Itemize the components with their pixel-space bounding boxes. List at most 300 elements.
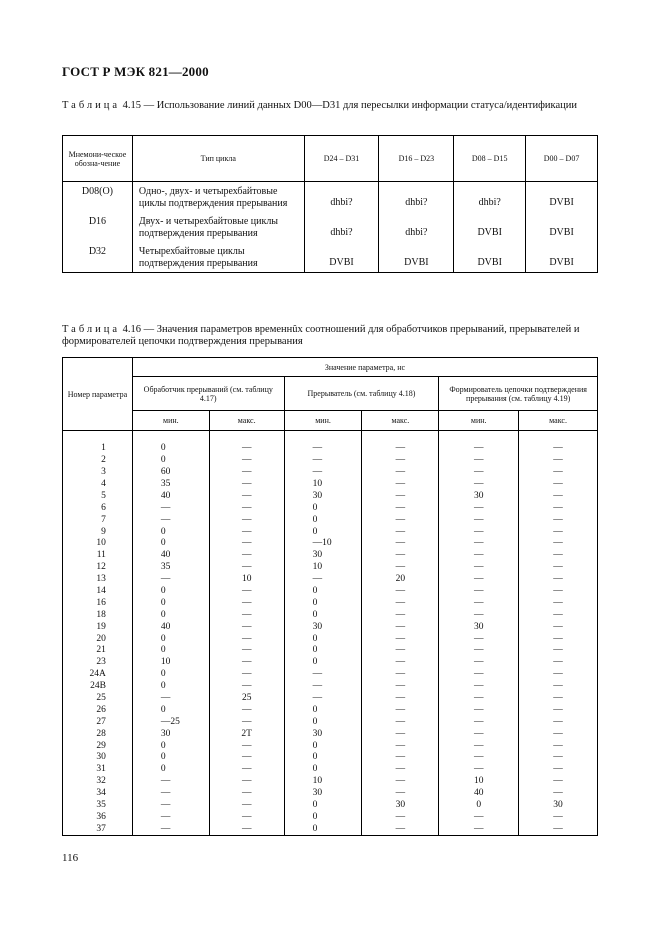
param-value-cell: 10 [209,574,284,586]
param-value-cell: 35 [132,562,209,574]
param-value-cell: — [132,514,209,526]
param-value-cell: — [439,586,519,598]
param-value-cell: — [209,812,284,824]
table-4-16-caption [62,324,600,348]
param-value-cell: — [439,526,519,538]
param-value-cell: 0 [132,455,209,467]
param-value-cell: — [362,693,439,705]
param-value-cell: — [519,693,598,705]
table-row [63,455,598,467]
param-value-cell: — [209,740,284,752]
param-value-cell: 30 [284,788,362,800]
value-cell: DVBI [379,242,454,273]
param-value-cell: 0 [132,764,209,776]
document-header: ГОСТ Р МЭК 821—2000 [62,64,209,79]
param-value-cell: — [209,788,284,800]
param-value-cell: — [209,764,284,776]
table-row [63,704,598,716]
param-number-cell: 14 [63,586,133,598]
group-header-interrupter: Прерыватель (см. таблицу 4.18) [284,377,439,411]
param-value-cell: 40 [439,788,519,800]
param-value-cell: — [362,562,439,574]
param-value-cell: — [284,467,362,479]
param-number-cell: 19 [63,621,133,633]
cycle-type-cell: Одно-, двух- и четырехбайтовые циклы подтверждения прерывания [132,182,304,213]
param-value-cell: — [439,740,519,752]
table-row [63,212,598,242]
param-value-cell: — [439,657,519,669]
param-value-cell: — [519,716,598,728]
param-value-cell: — [519,776,598,788]
param-value-cell: 0 [284,800,362,812]
param-value-cell: 0 [132,586,209,598]
param-number-cell: 34 [63,788,133,800]
param-number-cell: 1 [63,443,133,455]
param-value-cell: — [362,467,439,479]
param-value-cell: — [362,514,439,526]
table-4-15 [62,135,598,273]
param-value-cell: — [439,562,519,574]
param-value-cell: — [362,669,439,681]
param-value-cell: — [439,479,519,491]
param-number-cell: 30 [63,752,133,764]
param-value-cell: — [362,550,439,562]
param-number-cell: 7 [63,514,133,526]
param-value-cell: — [209,716,284,728]
table-row [63,788,598,800]
param-value-cell: 0 [132,645,209,657]
param-value-cell: 30 [439,490,519,502]
param-value-cell: —10 [284,538,362,550]
param-value-cell: — [209,502,284,514]
param-value-cell: — [439,728,519,740]
table-row [63,490,598,502]
col-header: D24 – D31 [304,136,379,182]
param-value-cell: —25 [132,716,209,728]
param-value-cell: — [209,621,284,633]
param-value-cell: — [209,657,284,669]
param-number-cell: 25 [63,693,133,705]
caption-label: Таблица [62,100,121,111]
param-value-cell: — [209,526,284,538]
param-value-cell: — [519,550,598,562]
min-header: мин. [439,411,519,431]
param-value-cell: — [209,490,284,502]
param-number-header: Номер параметра [63,358,133,431]
param-value-cell: — [362,740,439,752]
mnemonic-cell: D16 [63,212,133,242]
param-value-cell: — [209,776,284,788]
param-number-cell: 23 [63,657,133,669]
param-value-cell: — [362,776,439,788]
param-number-cell: 21 [63,645,133,657]
param-value-cell: 0 [284,597,362,609]
value-cell: dhbi? [379,212,454,242]
table-row [63,443,598,455]
param-value-cell: — [209,752,284,764]
param-value-cell: — [209,455,284,467]
param-value-cell: — [209,823,284,835]
param-value-cell: — [519,728,598,740]
param-number-cell: 5 [63,490,133,502]
param-value-cell: — [519,490,598,502]
param-value-cell: 0 [132,597,209,609]
param-value-cell: — [439,550,519,562]
param-value-cell: 30 [519,800,598,812]
param-value-cell: — [519,621,598,633]
param-value-cell: 10 [284,776,362,788]
param-number-cell: 32 [63,776,133,788]
param-value-cell: — [519,812,598,824]
param-value-cell: 0 [284,752,362,764]
param-value-cell: 0 [284,645,362,657]
max-header: макс. [362,411,439,431]
param-value-cell: — [519,609,598,621]
table-row [63,823,598,835]
param-value-cell: — [209,467,284,479]
table-row [63,502,598,514]
value-cell: dhbi? [304,212,379,242]
param-number-cell: 16 [63,597,133,609]
param-value-cell: — [362,621,439,633]
param-value-cell: 30 [284,550,362,562]
param-value-cell: — [284,669,362,681]
param-number-cell: 24A [63,669,133,681]
param-value-cell: — [519,562,598,574]
param-value-cell: — [362,681,439,693]
param-value-cell: 0 [132,538,209,550]
value-cell: dhbi? [304,182,379,213]
caption-text: 4.15 — Использование линий данных D00—D31 для пересылки информации статуса/идентификации [122,100,577,111]
table-4-16 [62,357,598,836]
param-value-cell: — [362,597,439,609]
param-value-cell: — [284,693,362,705]
param-value-cell: 30 [439,621,519,633]
param-value-cell: 40 [132,621,209,633]
param-value-cell: 2T [209,728,284,740]
table-row [63,728,598,740]
param-number-cell: 24B [63,681,133,693]
param-value-cell: 0 [132,443,209,455]
param-value-cell: — [209,633,284,645]
caption-text: 4.16 — Значения параметров временнûх соотношений для обработчиков прерываний, прерывателей и формирователей цепочки подтверждения прерывания [62,324,580,347]
param-value-cell: — [362,657,439,669]
param-value-cell: 10 [439,776,519,788]
param-value-cell: — [439,443,519,455]
param-number-cell: 6 [63,502,133,514]
param-number-cell: 28 [63,728,133,740]
table-row [63,479,598,491]
param-value-cell: 0 [284,740,362,752]
param-value-cell: — [362,490,439,502]
spacer-row [63,431,598,443]
param-value-cell: — [439,514,519,526]
param-value-cell: — [362,645,439,657]
param-value-cell: — [362,586,439,598]
param-value-cell: — [439,467,519,479]
param-value-cell: — [439,597,519,609]
param-value-cell: — [362,812,439,824]
table-row [63,586,598,598]
param-value-header: Значение параметра, нс [132,358,597,377]
param-value-cell: 35 [132,479,209,491]
table-row [63,467,598,479]
param-value-cell: 0 [284,586,362,598]
param-value-cell: — [209,586,284,598]
param-number-cell: 31 [63,764,133,776]
param-number-cell: 35 [63,800,133,812]
param-value-cell: — [362,455,439,467]
table-row [63,574,598,586]
param-value-cell: — [362,633,439,645]
param-value-cell: — [362,728,439,740]
param-value-cell: — [519,574,598,586]
param-value-cell: 0 [132,633,209,645]
param-value-cell: 40 [132,490,209,502]
param-value-cell: — [209,479,284,491]
table-row [63,633,598,645]
param-value-cell: — [519,502,598,514]
param-value-cell: — [519,752,598,764]
param-value-cell: — [132,574,209,586]
param-value-cell: — [132,823,209,835]
param-value-cell: — [519,586,598,598]
param-value-cell: — [132,776,209,788]
param-value-cell: 0 [132,669,209,681]
param-value-cell: — [362,609,439,621]
param-value-cell: — [519,597,598,609]
param-value-cell: 10 [284,479,362,491]
col-header: Мнемони-ческое обозна-чение [63,136,133,182]
param-value-cell: — [519,740,598,752]
value-cell: DVBI [454,242,526,273]
cycle-type-cell: Двух- и четырехбайтовые циклы подтверждения прерывания [132,212,304,242]
param-value-cell: — [362,716,439,728]
param-value-cell: 10 [132,657,209,669]
max-header: макс. [209,411,284,431]
param-value-cell: 0 [284,812,362,824]
param-value-cell: — [362,823,439,835]
param-value-cell: 30 [132,728,209,740]
param-value-cell: — [209,597,284,609]
param-number-cell: 29 [63,740,133,752]
param-value-cell: 0 [284,526,362,538]
param-number-cell: 4 [63,479,133,491]
col-header: D00 – D07 [526,136,598,182]
param-value-cell: — [519,538,598,550]
param-value-cell: 0 [132,752,209,764]
param-value-cell: 0 [284,704,362,716]
param-value-cell: — [519,526,598,538]
table-row [63,812,598,824]
table-row [63,562,598,574]
param-value-cell: — [284,443,362,455]
param-value-cell: 0 [132,740,209,752]
param-value-cell: 40 [132,550,209,562]
param-value-cell: 30 [284,490,362,502]
table-row [63,526,598,538]
value-cell: dhbi? [454,182,526,213]
param-value-cell: — [439,716,519,728]
param-value-cell: 0 [284,657,362,669]
param-value-cell: — [519,657,598,669]
param-number-cell: 20 [63,633,133,645]
table-row [63,645,598,657]
param-value-cell: — [209,443,284,455]
param-value-cell: — [519,681,598,693]
param-value-cell: — [284,455,362,467]
table-row [63,716,598,728]
param-value-cell: — [362,764,439,776]
param-value-cell: — [439,633,519,645]
param-value-cell: — [362,443,439,455]
param-value-cell: — [519,633,598,645]
param-value-cell: — [519,479,598,491]
group-header-handler: Обработчик прерываний (см. таблицу 4.17) [132,377,284,411]
table-row [63,597,598,609]
param-number-cell: 11 [63,550,133,562]
param-number-cell: 18 [63,609,133,621]
param-value-cell: — [209,538,284,550]
table-row [63,538,598,550]
value-cell: DVBI [526,182,598,213]
param-value-cell: — [439,455,519,467]
param-value-cell: — [439,574,519,586]
param-number-cell: 9 [63,526,133,538]
param-value-cell: — [284,574,362,586]
param-value-cell: 0 [284,633,362,645]
param-value-cell: — [519,764,598,776]
param-value-cell: 0 [284,609,362,621]
caption-label: Таблица [62,324,121,335]
param-value-cell: — [519,823,598,835]
param-value-cell: — [209,514,284,526]
param-value-cell: — [362,752,439,764]
param-value-cell: — [439,681,519,693]
param-value-cell: 10 [284,562,362,574]
param-value-cell: — [362,526,439,538]
param-value-cell: — [439,812,519,824]
param-value-cell: — [519,704,598,716]
param-value-cell: — [519,788,598,800]
col-header: D16 – D23 [379,136,454,182]
param-value-cell: 0 [284,764,362,776]
value-cell: dhbi? [379,182,454,213]
param-value-cell: — [439,645,519,657]
cycle-type-cell: Четырехбайтовые циклы подтверждения прерывания [132,242,304,273]
table-row [63,242,598,273]
table-row [63,550,598,562]
min-header: мин. [284,411,362,431]
param-value-cell: — [439,823,519,835]
param-value-cell: — [209,681,284,693]
param-value-cell: 0 [132,704,209,716]
param-value-cell: — [519,645,598,657]
param-value-cell: — [132,693,209,705]
table-row [63,681,598,693]
table-row [63,609,598,621]
table-row [63,800,598,812]
param-value-cell: — [209,645,284,657]
param-value-cell: — [519,514,598,526]
param-value-cell: 0 [132,526,209,538]
table-row [63,764,598,776]
param-value-cell: 60 [132,467,209,479]
col-header: Тип цикла [132,136,304,182]
value-cell: DVBI [304,242,379,273]
param-value-cell: — [519,443,598,455]
param-value-cell: 0 [284,823,362,835]
param-number-cell: 10 [63,538,133,550]
group-header-daisy-chain: Формирователь цепочки подтверждения прерывания (см. таблицу 4.19) [439,377,598,411]
param-number-cell: 13 [63,574,133,586]
param-number-cell: 37 [63,823,133,835]
table-row [63,693,598,705]
table-row [63,669,598,681]
param-value-cell: 0 [132,681,209,693]
param-value-cell: — [132,812,209,824]
param-value-cell: 30 [362,800,439,812]
param-value-cell: — [439,609,519,621]
table-row [63,657,598,669]
table-row [63,776,598,788]
param-value-cell: 0 [284,716,362,728]
table-4-15-caption [62,100,600,112]
param-number-cell: 2 [63,455,133,467]
max-header: макс. [519,411,598,431]
param-value-cell: — [439,752,519,764]
param-value-cell: — [439,669,519,681]
param-value-cell: 0 [132,609,209,621]
param-value-cell: — [362,704,439,716]
value-cell: DVBI [526,212,598,242]
param-value-cell: — [209,669,284,681]
param-value-cell: — [439,538,519,550]
param-value-cell: — [362,538,439,550]
param-value-cell: 0 [284,502,362,514]
page-number: 116 [62,852,79,864]
param-value-cell: — [132,502,209,514]
table-row [63,752,598,764]
param-number-cell: 27 [63,716,133,728]
param-number-cell: 12 [63,562,133,574]
param-value-cell: — [439,704,519,716]
param-value-cell: — [132,788,209,800]
param-value-cell: — [362,788,439,800]
param-value-cell: — [209,800,284,812]
param-value-cell: — [209,550,284,562]
param-number-cell: 26 [63,704,133,716]
param-value-cell: — [439,764,519,776]
col-header: D08 – D15 [454,136,526,182]
value-cell: DVBI [526,242,598,273]
param-value-cell: — [209,562,284,574]
param-value-cell: — [209,609,284,621]
param-value-cell: — [132,800,209,812]
param-value-cell: — [519,467,598,479]
param-value-cell: 0 [439,800,519,812]
param-value-cell: 20 [362,574,439,586]
mnemonic-cell: D08(O) [63,182,133,213]
param-value-cell: — [439,693,519,705]
param-value-cell: — [284,681,362,693]
param-value-cell: — [362,502,439,514]
table-row [63,621,598,633]
param-number-cell: 3 [63,467,133,479]
param-value-cell: — [519,455,598,467]
param-value-cell: 0 [284,514,362,526]
param-value-cell: 25 [209,693,284,705]
